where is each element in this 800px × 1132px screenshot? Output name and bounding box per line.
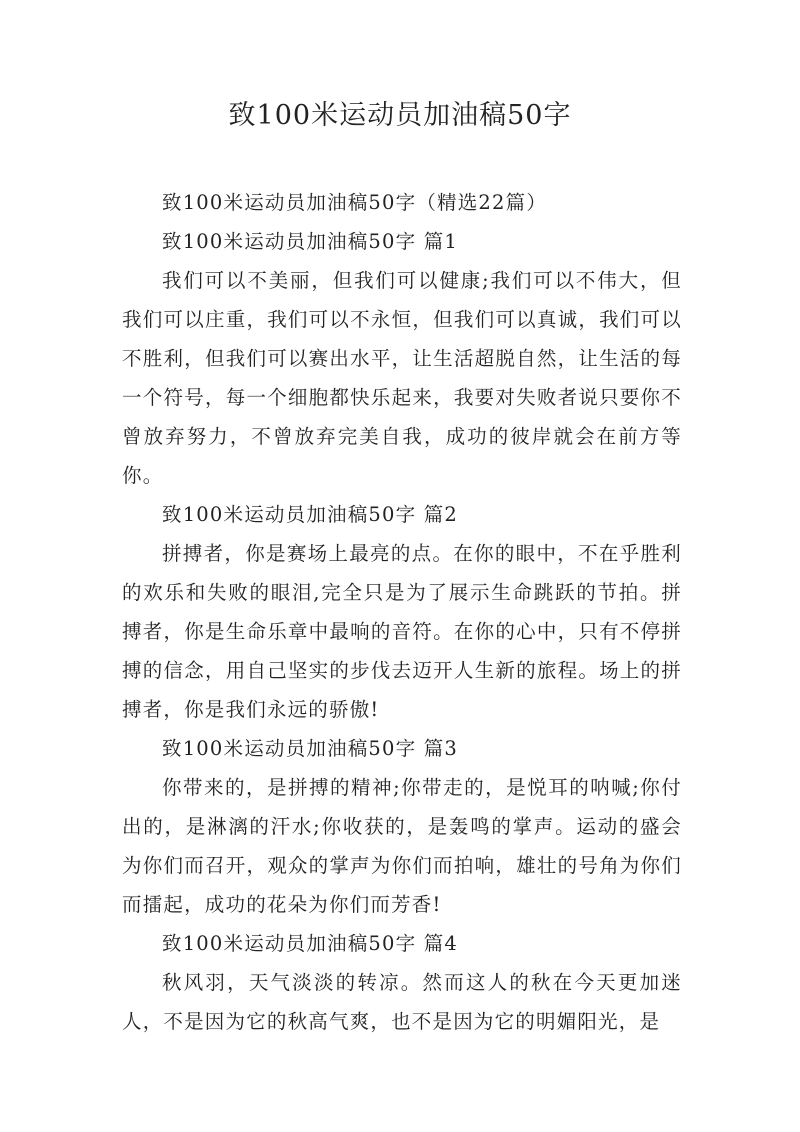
section-paragraph-3: 你带来的，是拼搏的精神;你带走的，是悦耳的呐喊;你付出的，是淋漓的汗水;你收获的，是轰鸣的掌声。运动的盛会为你们而召开，观众的掌声为你们而拍响，雄壮的号角为你们而擂起，成功的花朵为你们而芳香! [122, 776, 682, 916]
section-paragraph-4: 秋风羽，天气淡淡的转凉。然而这人的秋在今天更加迷人，不是因为它的秋高气爽，也不是因为它的明媚阳光，是 [122, 971, 682, 1033]
section-paragraph-2: 拼搏者，你是赛场上最亮的点。在你的眼中，不在乎胜利的欢乐和失败的眼泪,完全只是为了展示生命跳跃的节拍。拼搏者，你是生命乐章中最响的音符。在你的心中，只有不停拼搏的信念，用自己坚实的步伐去迈开人生新的旅程。场上的拼搏者，你是我们永远的骄傲! [122, 542, 682, 721]
document-body [122, 183, 682, 1041]
section-heading-3: 致100米运动员加油稿50字 篇3 [162, 737, 459, 760]
section-paragraph-1: 我们可以不美丽，但我们可以健康;我们可以不伟大，但我们可以庄重，我们可以不永恒，但我们可以真诚，我们可以不胜利，但我们可以赛出水平，让生活超脱自然，让生活的每一个符号，每一个细胞都快乐起来，我要对失败者说只要你不曾放弃努力，不曾放弃完美自我，成功的彼岸就会在前方等你。 [122, 269, 682, 487]
section-heading-1: 致100米运动员加油稿50字 篇1 [162, 230, 459, 253]
section-heading-2: 致100米运动员加油稿50字 篇2 [162, 503, 459, 526]
intro-line: 致100米运动员加油稿50字（精选22篇） [162, 191, 548, 214]
document-title: 致100米运动员加油稿50字 [228, 100, 572, 131]
section-heading-4: 致100米运动员加油稿50字 篇4 [162, 932, 459, 955]
